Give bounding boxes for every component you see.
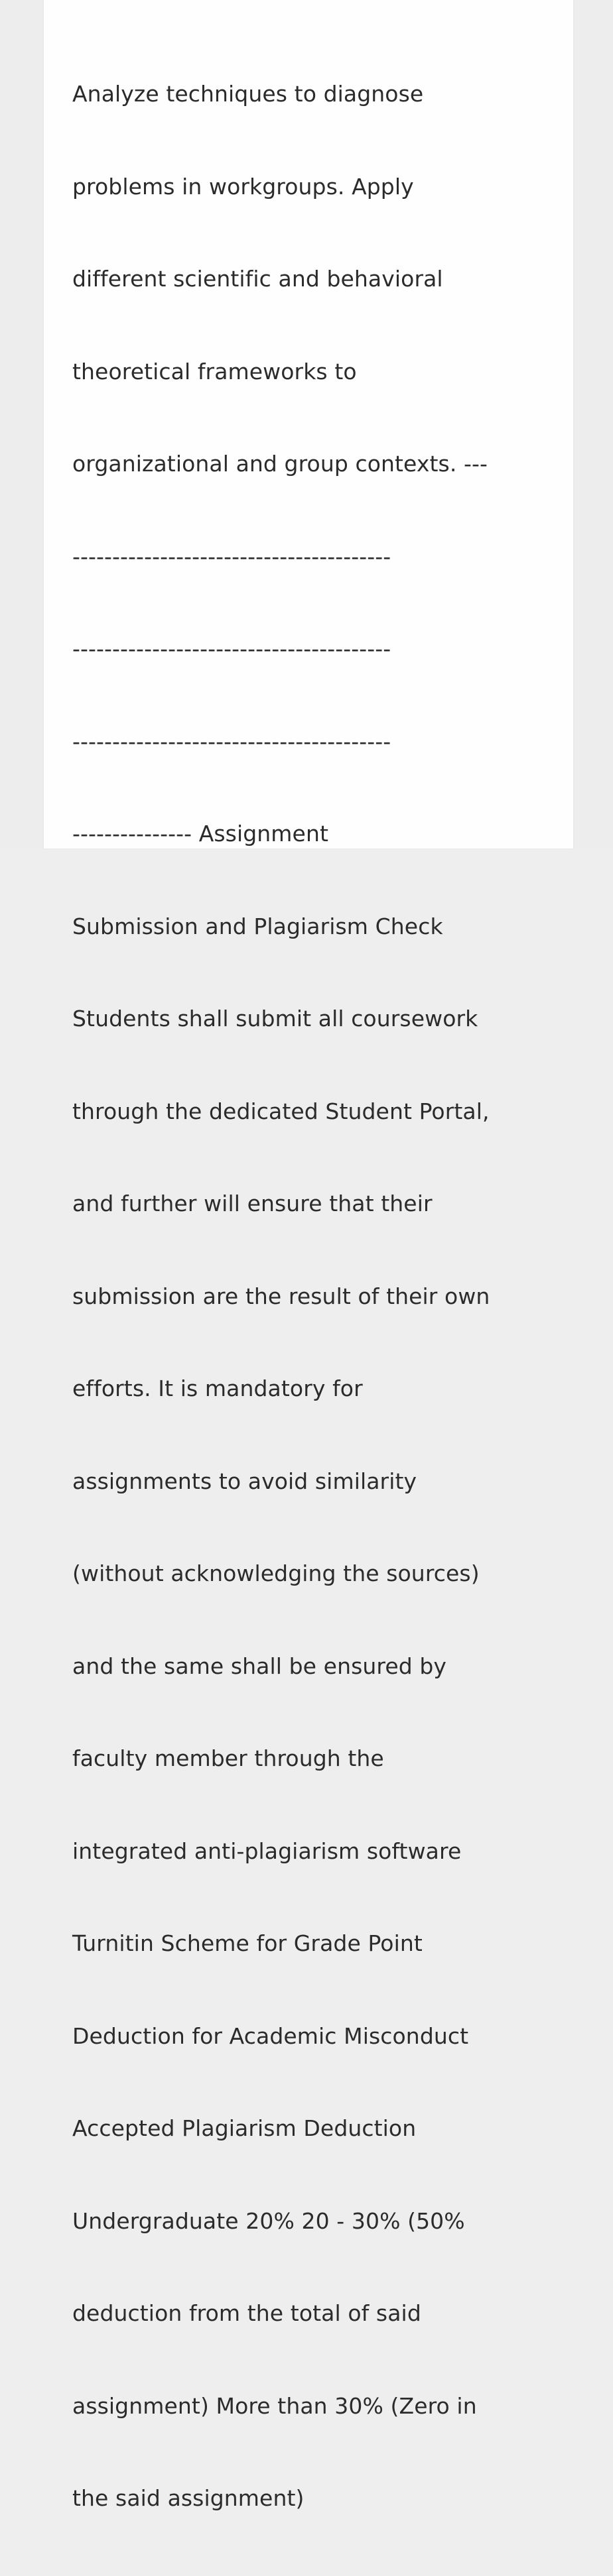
text-line: and the same shall be ensured by bbox=[72, 1653, 447, 1679]
text-line: deduction from the total of said bbox=[72, 2300, 421, 2326]
assignment-heading-line: --------------- Assignment bbox=[72, 821, 328, 847]
text-line: Undergraduate 20% 20 - 30% (50% bbox=[72, 2207, 465, 2234]
document-card bbox=[44, 0, 573, 2511]
text-line: Submission and Plagiarism Check bbox=[72, 913, 443, 939]
document-text bbox=[72, 17, 563, 2576]
text-line: problems in workgroups. Apply bbox=[72, 173, 414, 200]
text-line: Students shall submit all coursework bbox=[72, 1006, 478, 1031]
dash-line: ---------------------------------------- bbox=[72, 636, 391, 662]
text-line: efforts. It is mandatory for bbox=[72, 1376, 363, 1401]
text-line: organizational and group contexts. --- bbox=[72, 451, 488, 477]
dash-line: ---------------------------------------- bbox=[72, 728, 391, 754]
text-line: Analyze techniques to diagnose bbox=[72, 81, 424, 107]
text-line: theoretical frameworks to bbox=[72, 358, 357, 384]
text-line: Deduction for Academic Misconduct bbox=[72, 2022, 469, 2049]
text-line: Accepted Plagiarism Deduction bbox=[72, 2115, 417, 2141]
text-line: assignment) More than 30% (Zero in bbox=[72, 2392, 477, 2419]
text-line: (without acknowledging the sources) bbox=[72, 1560, 480, 1586]
text-line: Turnitin Scheme for Grade Point bbox=[72, 1930, 423, 1956]
text-line: through the dedicated Student Portal, bbox=[72, 1098, 490, 1124]
text-line: different scientific and behavioral bbox=[72, 266, 443, 292]
dash-line: ---------------------------------------- bbox=[72, 543, 391, 569]
text-line: the said assignment) bbox=[72, 2485, 305, 2511]
text-line: and further will ensure that their bbox=[72, 1191, 433, 1216]
text-line: integrated anti-plagiarism software bbox=[72, 1838, 462, 1864]
text-line: faculty member through the bbox=[72, 1745, 384, 1771]
text-line: submission are the result of their own bbox=[72, 1283, 490, 1309]
text-line: assignments to avoid similarity bbox=[72, 1468, 417, 1494]
